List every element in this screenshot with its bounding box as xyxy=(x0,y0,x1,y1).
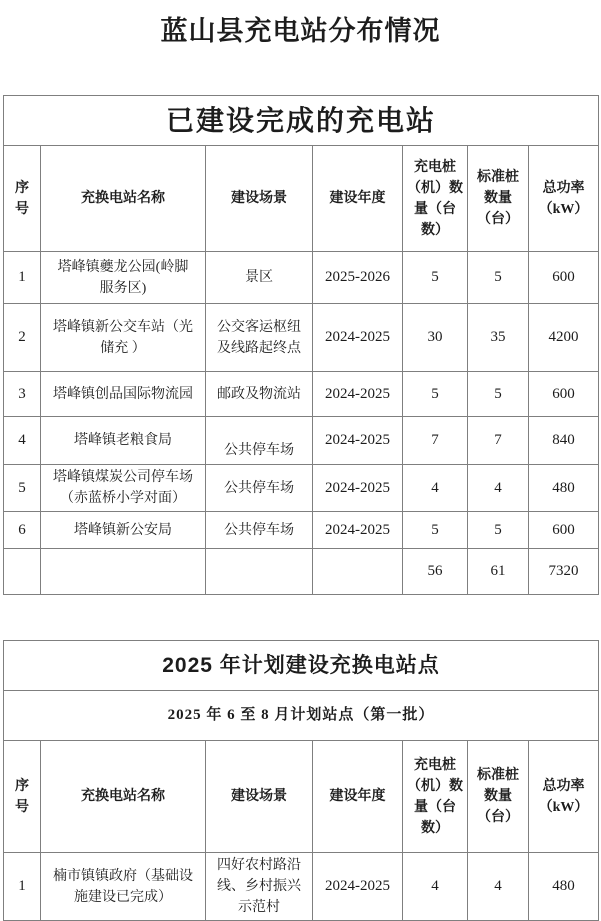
cell-station-name: 塔峰镇新公安局 xyxy=(41,512,206,549)
col-header-year: 建设年度 xyxy=(313,146,403,252)
col-header-standard-pile-count: 标准桩数量（台） xyxy=(468,741,529,853)
cell-standard-pile-count-total: 61 xyxy=(468,549,529,595)
col-header-total-power: 总功率（kW） xyxy=(529,741,599,853)
cell-station-name xyxy=(41,549,206,595)
col-header-station-name: 充换电站名称 xyxy=(41,146,206,252)
cell-charger-count: 5 xyxy=(403,252,468,304)
table-row xyxy=(4,252,599,304)
cell-year: 2025-2026 xyxy=(313,252,403,304)
cell-total-power: 600 xyxy=(529,252,599,304)
cell-scenario: 公交客运枢纽及线路起终点 xyxy=(206,304,313,372)
cell-seq: 6 xyxy=(4,512,41,549)
cell-total-power: 4200 xyxy=(529,304,599,372)
cell-charger-count: 30 xyxy=(403,304,468,372)
cell-total-power: 840 xyxy=(529,417,599,465)
cell-standard-pile-count: 7 xyxy=(468,417,529,465)
cell-scenario: 公共停车场 xyxy=(206,465,313,512)
table-row xyxy=(4,372,599,417)
cell-total-power: 480 xyxy=(529,853,599,921)
table-title-row xyxy=(4,96,599,146)
cell-scenario: 公共停车场 xyxy=(206,512,313,549)
table-title: 2025 年计划建设充换电站点 xyxy=(4,641,599,691)
col-header-scenario: 建设场景 xyxy=(206,741,313,853)
col-header-standard-pile-count: 标准桩数量（台） xyxy=(468,146,529,252)
cell-seq: 2 xyxy=(4,304,41,372)
table-title-row xyxy=(4,641,599,691)
table-header-row xyxy=(4,146,599,252)
table-row xyxy=(4,512,599,549)
cell-station-name: 塔峰镇新公交车站（光储充 ） xyxy=(41,304,206,372)
cell-station-name: 塔峰镇创品国际物流园 xyxy=(41,372,206,417)
col-header-seq: 序号 xyxy=(4,146,41,252)
table-title: 已建设完成的充电站 xyxy=(4,96,599,146)
cell-scenario: 四好农村路沿线、乡村振兴示范村 xyxy=(206,853,313,921)
cell-year: 2024-2025 xyxy=(313,465,403,512)
cell-year: 2024-2025 xyxy=(313,372,403,417)
cell-station-name: 塔峰镇夔龙公园(岭脚服务区) xyxy=(41,252,206,304)
cell-total-power: 600 xyxy=(529,372,599,417)
col-header-total-power: 总功率（kW） xyxy=(529,146,599,252)
cell-seq xyxy=(4,549,41,595)
col-header-station-name: 充换电站名称 xyxy=(41,741,206,853)
cell-charger-count: 4 xyxy=(403,465,468,512)
cell-seq: 1 xyxy=(4,853,41,921)
col-header-year: 建设年度 xyxy=(313,741,403,853)
cell-total-power: 480 xyxy=(529,465,599,512)
cell-scenario: 邮政及物流站 xyxy=(206,372,313,417)
col-header-charger-count: 充电桩（机）数量（台数） xyxy=(403,146,468,252)
cell-year: 2024-2025 xyxy=(313,512,403,549)
table-row xyxy=(4,417,599,465)
cell-charger-count: 5 xyxy=(403,512,468,549)
completed-stations-table xyxy=(3,95,599,595)
cell-station-name: 楠市镇镇政府（基础设施建设已完成） xyxy=(41,853,206,921)
cell-total-power: 600 xyxy=(529,512,599,549)
cell-seq: 1 xyxy=(4,252,41,304)
cell-scenario: 公共停车场 xyxy=(206,417,313,465)
totals-row xyxy=(4,549,599,595)
cell-total-power-total: 7320 xyxy=(529,549,599,595)
col-header-scenario: 建设场景 xyxy=(206,146,313,252)
page-title: 蓝山县充电站分布情况 xyxy=(160,16,441,46)
cell-year: 2024-2025 xyxy=(313,853,403,921)
cell-seq: 3 xyxy=(4,372,41,417)
cell-seq: 4 xyxy=(4,417,41,465)
cell-scenario xyxy=(206,549,313,595)
cell-year: 2024-2025 xyxy=(313,417,403,465)
cell-scenario: 景区 xyxy=(206,252,313,304)
table-header-row xyxy=(4,741,599,853)
cell-charger-count: 7 xyxy=(403,417,468,465)
cell-standard-pile-count: 5 xyxy=(468,372,529,417)
cell-standard-pile-count: 4 xyxy=(468,853,529,921)
cell-station-name: 塔峰镇煤炭公司停车场（赤蓝桥小学对面） xyxy=(41,465,206,512)
col-header-charger-count: 充电桩（机）数量（台数） xyxy=(403,741,468,853)
table-row xyxy=(4,853,599,921)
cell-charger-count-total: 56 xyxy=(403,549,468,595)
cell-standard-pile-count: 5 xyxy=(468,512,529,549)
cell-charger-count: 5 xyxy=(403,372,468,417)
table-subtitle-row xyxy=(4,691,599,741)
cell-seq: 5 xyxy=(4,465,41,512)
cell-standard-pile-count: 35 xyxy=(468,304,529,372)
cell-charger-count: 4 xyxy=(403,853,468,921)
table-row xyxy=(4,465,599,512)
cell-standard-pile-count: 4 xyxy=(468,465,529,512)
table-subtitle: 2025 年 6 至 8 月计划站点（第一批） xyxy=(4,691,599,741)
col-header-seq: 序号 xyxy=(4,741,41,853)
cell-standard-pile-count: 5 xyxy=(468,252,529,304)
planned-stations-table xyxy=(3,640,599,921)
table-row xyxy=(4,304,599,372)
cell-station-name: 塔峰镇老粮食局 xyxy=(41,417,206,465)
cell-year: 2024-2025 xyxy=(313,304,403,372)
cell-year xyxy=(313,549,403,595)
